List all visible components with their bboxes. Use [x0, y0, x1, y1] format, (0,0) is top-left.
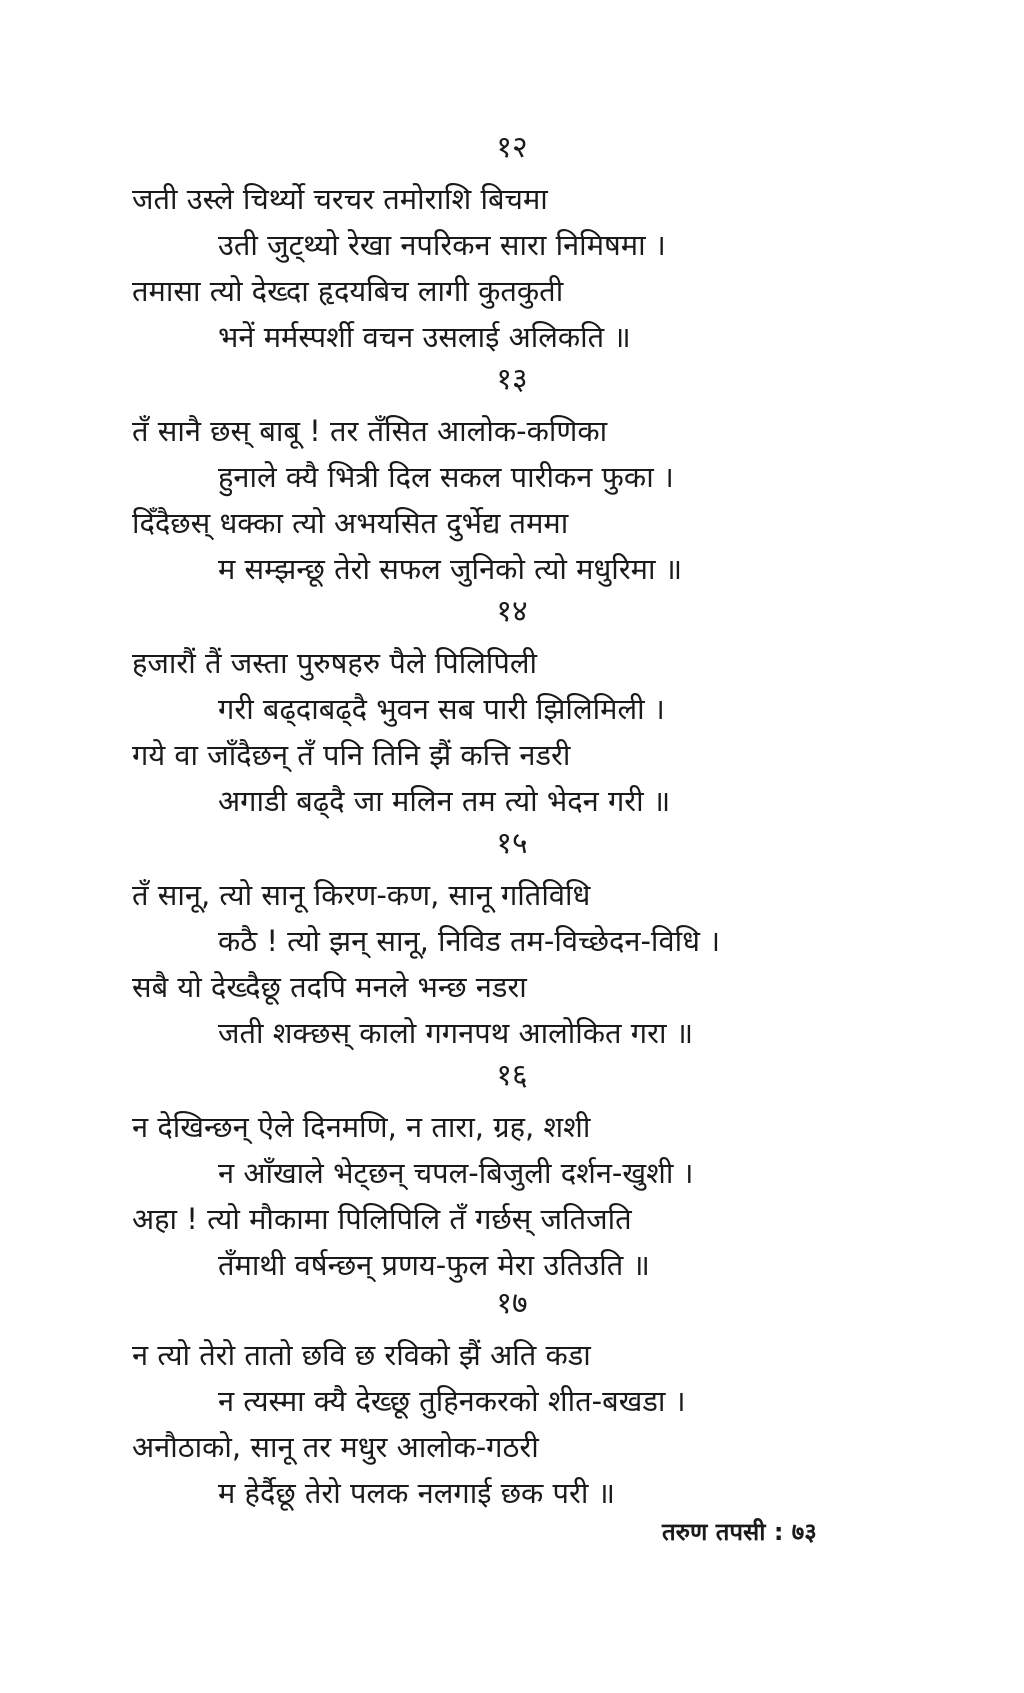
verse-line: न त्यो तेरो तातो छवि छ रविको झैं अति कडा	[132, 1338, 591, 1372]
verse-line: गये वा जाँदैछन् तँ पनि तिनि झैं कत्ति नडरी	[132, 738, 571, 772]
verse-line: न त्यस्मा क्यै देख्छू तुहिनकरको शीत-बखडा ।	[218, 1384, 686, 1418]
verse-line: गरी बढ्दाबढ्दै भुवन सब पारी झिलिमिली ।	[218, 692, 665, 726]
verse-line: दिँदैछस् धक्का त्यो अभयसित दुर्भेद्य तममा	[132, 506, 569, 540]
verse-line: कठै ! त्यो झन् सानू, निविड तम-विच्छेदन-विधि ।	[218, 924, 721, 958]
stanza-14	[0, 592, 1024, 824]
verse-line: म सम्झन्छू तेरो सफल जुनिको त्यो मधुरिमा ॥	[218, 552, 683, 586]
stanza-number: १२	[496, 130, 528, 165]
stanza-number: १४	[496, 594, 528, 629]
stanza-15	[0, 824, 1024, 1056]
verse-line: तँ सानू, त्यो सानू किरण-कण, सानू गतिविधि	[132, 878, 591, 912]
stanza-12	[0, 128, 1024, 360]
verse-line: तमासा त्यो देख्दा हृदयबिच लागी कुतकुती	[132, 274, 564, 308]
verse-line: हजारौं तैं जस्ता पुरुषहरु पैले पिलिपिली	[132, 646, 538, 680]
page-footer: तरुण तपसी : ७३	[662, 1518, 817, 1546]
verse-line: अगाडी बढ्दै जा मलिन तम त्यो भेदन गरी ॥	[218, 784, 671, 818]
verse-line: उती जुट्थ्यो रेखा नपरिकन सारा निमिषमा ।	[218, 228, 666, 262]
verse-line: न देखिन्छन् ऐले दिनमणि, न तारा, ग्रह, शशी	[132, 1110, 591, 1144]
verse-line: भनें मर्मस्पर्शी वचन उसलाई अलिकति ॥	[218, 320, 631, 354]
verse-line: जती उस्ले चिर्थ्यो चरचर तमोराशि बिचमा	[132, 182, 548, 216]
stanza-number: १३	[496, 362, 528, 397]
verse-line: म हेर्दैछू तेरो पलक नलगाई छक परी ॥	[218, 1476, 615, 1510]
stanza-number: १५	[496, 826, 528, 861]
stanza-number: १६	[496, 1058, 528, 1093]
verse-line: हुनाले क्यै भित्री दिल सकल पारीकन फुका ।	[218, 460, 674, 494]
verse-line: अनौठाको, सानू तर मधुर आलोक-गठरी	[132, 1430, 539, 1464]
verse-line: सबै यो देख्दैछू तदपि मनले भन्छ नडरा	[132, 970, 527, 1004]
verse-line: जती शक्छस् कालो गगनपथ आलोकित गरा ॥	[218, 1016, 694, 1050]
verse-line: अहा ! त्यो मौकामा पिलिपिलि तँ गर्छस् जतिजति	[132, 1202, 632, 1236]
verse-line: न आँखाले भेट्छन् चपल-बिजुली दर्शन-खुशी ।	[218, 1156, 694, 1190]
verse-line: तँ सानै छस् बाबू ! तर तँसित आलोक-कणिका	[132, 414, 608, 448]
verse-line: तँमाथी वर्षन्छन् प्रणय-फुल मेरा उतिउति ॥	[218, 1248, 650, 1282]
stanza-number: १७	[496, 1286, 528, 1321]
stanza-17	[0, 1284, 1024, 1516]
stanza-13	[0, 360, 1024, 592]
stanza-16	[0, 1056, 1024, 1288]
